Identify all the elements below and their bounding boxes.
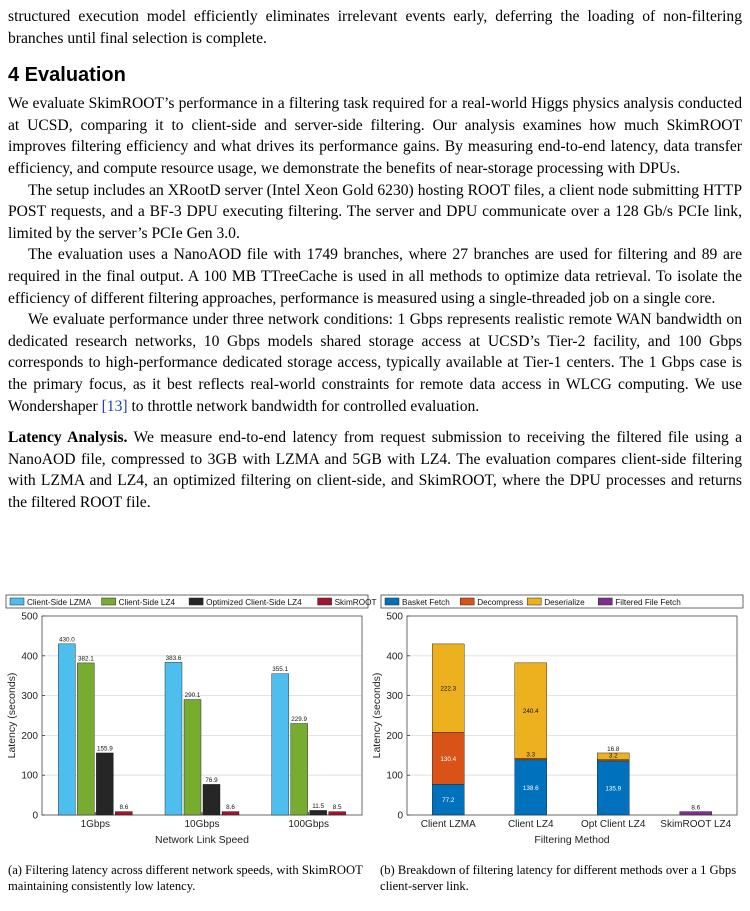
caption-b: (b) Breakdown of filtering latency for different methods over a 1 Gbps client-server link. [380,863,737,893]
legend-swatch [10,598,24,605]
bar-value-label: 355.1 [272,666,289,674]
bar-value-label: 76.9 [205,776,218,784]
legend-label: SkimROOT [334,598,377,607]
paper-page [8,0,742,513]
y-tick-label: 400 [386,651,403,663]
legend-label: Optimized Client-Side LZ4 [206,598,302,607]
y-tick-label: 200 [21,730,38,742]
bar-value-label: 11.5 [312,802,325,810]
figures-row [0,592,750,911]
x-tick-label: 1Gbps [80,819,111,830]
bar-value-label: 383.6 [165,654,182,662]
segment-value-label: 222.3 [440,685,457,693]
para4-text-post: to throttle network bandwidth for controlled evaluation. [127,397,480,415]
legend-swatch [598,598,612,605]
citation-link[interactable]: [13] [101,397,128,415]
stacked-bar-segment [680,812,712,815]
bar-value-label: 229.9 [291,715,308,723]
x-axis-label: Filtering Method [534,834,610,846]
segment-value-label: 3.3 [526,751,536,759]
bar [203,784,220,815]
bar-value-label: 382.1 [77,655,94,663]
bar [291,723,308,815]
legend-swatch [527,598,541,605]
bar-value-label: 8.6 [119,804,129,812]
x-tick-label: Opt Client LZ4 [581,819,646,830]
legend-label: Decompress [477,598,524,607]
legend-label: Client-Side LZ4 [118,598,176,607]
eval-paragraph-4 [8,309,742,417]
bar [165,662,182,815]
x-tick-label: 100Gbps [288,819,329,830]
y-tick-label: 100 [386,770,403,782]
x-axis-label: Network Link Speed [155,834,249,846]
legend-swatch [189,598,203,605]
y-axis-label: Latency (seconds) [371,672,383,759]
bar-value-label: 430.0 [58,636,75,644]
eval-paragraph-1: We evaluate SkimROOT’s performance in a filtering task required for a real-world Higgs physics analysis conducted at UCSD, comparing it to client-side and server-side filtering. Our analysis examines how much SkimROOT improves filtering efficiency and what drives its performance gains. By measuring end-to-end latency, data transfer efficiency, and compute resource usage, we demonstrate the benefits of near-storage processing with DPUs. [8,95,742,177]
x-tick-label: 10Gbps [184,819,220,830]
para4-text-pre: We evaluate performance under three network conditions: 1 Gbps represents realistic remote WAN bandwidth on dedicated research networks, 10 Gbps models shared storage access at UCSD’s Tier-2 facility, and 100 Gbps corresponds to high-performance dedicated storage access, typically available at Tier-1 centers. The 1 Gbps case is the primary focus, as it best reflects real-world constraints for remote data access in WLCG computing. We use Wondershaper [8,311,742,415]
caption-a: (a) Filtering latency across different network speeds, with SkimROOT maintaining consistently low latency. [8,863,363,893]
eval-paragraph-2: The setup includes an XRootD server (Intel Xeon Gold 6230) hosting ROOT files, a client node submitting HTTP POST requests, and a BF-3 DPU executing filtering. The server and DPU communicate over a 128 Gb/s PCIe link, limited by the server’s PCIe Gen 3.0. [8,181,742,242]
bar [310,810,327,815]
x-tick-label: Client LZMA [420,819,476,830]
bar [77,663,94,815]
segment-value-label: 8.6 [691,804,701,812]
y-tick-label: 500 [21,611,38,623]
legend-swatch [102,598,116,605]
latency-runin-title: Latency Analysis. [8,429,128,447]
bar [115,812,132,815]
bar-value-label: 8.5 [332,804,342,812]
segment-value-label: 16.8 [607,745,620,753]
intro-tail-paragraph: structured execution model efficiently eliminates irrelevant events early, deferring the loading of non-filtering branches until final selection is complete. [8,8,742,47]
chart-a-latency-by-network [0,592,375,860]
bar-value-label: 290.1 [184,692,201,700]
segment-value-label: 240.4 [522,708,539,716]
bar-value-label: 155.9 [96,745,113,753]
bar [96,753,113,815]
y-tick-label: 300 [386,691,403,703]
bar [58,644,75,815]
chart-b-latency-breakdown [371,592,750,860]
y-tick-label: 0 [397,810,403,822]
legend-swatch [385,598,399,605]
legend-label: Client-Side LZMA [27,598,92,607]
bar [272,674,289,815]
y-tick-label: 100 [21,770,38,782]
segment-value-label: 77.2 [442,797,455,805]
bar [222,812,239,815]
bar-value-label: 8.6 [226,804,235,812]
bar [329,812,346,815]
legend-swatch [460,598,474,605]
y-tick-label: 400 [21,651,38,663]
y-tick-label: 0 [32,810,38,822]
segment-value-label: 135.9 [605,785,622,793]
legend-label: Filtered File Fetch [615,598,681,607]
x-tick-label: SkimROOT LZ4 [660,819,732,830]
legend-label: Basket Fetch [402,598,450,607]
segment-value-label: 130.4 [440,755,457,763]
bar [184,700,201,815]
section-title: 4 Evaluation [8,64,126,87]
legend-swatch [318,598,332,605]
segment-value-label: 3.2 [608,752,618,760]
segment-value-label: 138.6 [522,784,539,792]
latency-paragraph [8,427,742,513]
y-axis-label: Latency (seconds) [6,672,18,759]
eval-paragraph-3: The evaluation uses a NanoAOD file with 1749 branches, where 27 branches are used for filtering and 89 are required in the final output. A 100 MB TTreeCache is used in all methods to optimize data retrieval. To isolate the efficiency of different filtering approaches, performance is measured using a single-threaded job on a single core. [8,246,742,307]
y-tick-label: 200 [386,730,403,742]
legend-label: Deserialize [544,598,585,607]
x-tick-label: Client LZ4 [507,819,554,830]
latency-text: We measure end-to-end latency from request submission to receiving the filtered file using a NanoAOD file, compressed to 3GB with LZMA and 5GB with LZ4. The evaluation compares client-side filtering with LZMA and LZ4, an optimized filtering on client-side, and SkimROOT, where the DPU processes and returns the filtered ROOT file. [8,429,743,511]
y-tick-label: 300 [21,691,38,703]
y-tick-label: 500 [386,611,403,623]
